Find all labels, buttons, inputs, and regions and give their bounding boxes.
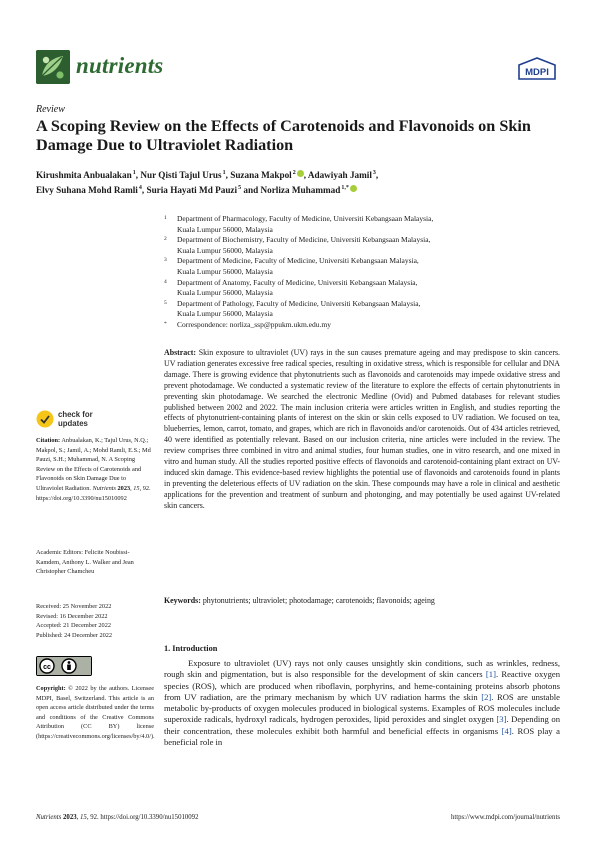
author-affiliation-marker: 5 bbox=[238, 185, 242, 192]
affiliation-number: 2 bbox=[164, 236, 167, 243]
affiliation-item bbox=[164, 320, 564, 331]
affiliation-line: Department of Pathology, Faculty of Medicine, Universiti Kebangsaan Malaysia, bbox=[177, 298, 421, 308]
citation-doi-link[interactable]: , 92. https://doi.org/10.3390/nu15010092 bbox=[36, 484, 151, 502]
affiliation-line: Department of Pharmacology, Faculty of Medicine, Universiti Kebangsaan Malaysia, bbox=[177, 214, 434, 223]
author-affiliation-marker: 1 bbox=[222, 170, 226, 176]
affiliation-line: Kuala Lumpur 56000, Malaysia bbox=[177, 288, 273, 298]
check-updates-label: check for updates bbox=[58, 410, 93, 428]
affiliation-number: 5 bbox=[164, 299, 167, 306]
journal-logo-icon bbox=[36, 50, 70, 84]
affiliation-number: 1 bbox=[164, 215, 167, 221]
author-separator: , bbox=[225, 170, 231, 181]
copyright-notice bbox=[36, 684, 154, 742]
publication-dates bbox=[36, 602, 154, 640]
cc-by-license-icon[interactable] bbox=[36, 656, 92, 676]
mdpi-logo-icon[interactable] bbox=[516, 57, 558, 80]
keywords-label: Keywords: bbox=[164, 596, 201, 605]
author-separator: and bbox=[241, 185, 261, 196]
affiliation-item bbox=[164, 278, 564, 299]
citation-year: 2023 bbox=[117, 484, 131, 492]
affiliations bbox=[164, 214, 564, 331]
author-name[interactable]: Suzana Makpol bbox=[230, 170, 292, 181]
author-affiliation-marker: 1,* bbox=[341, 185, 349, 192]
affiliation-line: Correspondence: norliza_ssp@ppukm.ukm.edu.my bbox=[177, 319, 331, 329]
abstract bbox=[164, 348, 560, 512]
orcid-icon[interactable] bbox=[350, 185, 357, 192]
author-affiliation-marker: 2 bbox=[292, 170, 296, 176]
affiliation-line: Department of Anatomy, Faculty of Medicine, Universiti Kebangsaan Malaysia, bbox=[177, 277, 418, 287]
affiliation-item bbox=[164, 256, 564, 277]
author-affiliation-marker: 1 bbox=[132, 170, 136, 176]
academic-editors: Academic Editors: Felicite Noubissi-Kamdem, Anthony L. Walker and Jean Christopher Chamcheu bbox=[36, 549, 134, 576]
author-name[interactable]: Nur Qisti Tajul Urus bbox=[140, 170, 222, 181]
affiliation-item bbox=[164, 214, 564, 235]
footer-doi-link[interactable]: , 92. https://doi.org/10.3390/nu15010092 bbox=[86, 814, 199, 821]
author-name[interactable]: Kirushmita Anbualakan bbox=[36, 170, 132, 181]
affiliation-number: 4 bbox=[164, 278, 167, 285]
author-separator: , bbox=[141, 185, 147, 196]
affiliation-line: Kuala Lumpur 56000, Malaysia bbox=[177, 224, 273, 234]
check-updates-icon bbox=[36, 410, 54, 428]
footer-citation: Nutrients 2023, 15, 92. https://doi.org/10.3390/nu15010092 bbox=[36, 814, 199, 821]
date-item: Published: 24 December 2022 bbox=[36, 631, 113, 639]
keywords-text: phytonutrients; ultraviolet; photodamage; carotenoids; flavonoids; ageing bbox=[202, 596, 435, 605]
section-heading-introduction: 1. Introduction bbox=[164, 644, 218, 653]
affiliation-number: * bbox=[164, 320, 167, 327]
author-separator: , bbox=[375, 170, 379, 181]
introduction-paragraph: Exposure to ultraviolet (UV) rays not only causes unsightly skin conditions, such as wrinkles, redness, rough skin and pigmentation, but is also responsible for the development of skin cancers [1]. Reactive oxygen species (ROS), which are produced when riboflavin, porphyrins, and heme-containing proteins absorb photons from UV radiation, are the primary mechanism by which UV radiation harms the skin [2]. ROS are unstable metabolic by-products of oxygen molecules produced in biological systems. Examples of ROS molecules include superoxide radicals, hydroxyl radicals, hydrogen peroxides, lipid peroxides and singlet oxygen [3]. Depending on their concentration, these molecules exhibit both harmful and beneficial effects in organisms [4]. ROS play a beneficial role in bbox=[164, 658, 560, 748]
affiliation-line: Department of Biochemistry, Faculty of Medicine, Universiti Kebangsaan Malaysia, bbox=[177, 235, 431, 245]
affiliation-line: Kuala Lumpur 56000, Malaysia bbox=[177, 309, 273, 319]
date-item: Received: 25 November 2022 bbox=[36, 603, 112, 610]
author-affiliation-marker: 3 bbox=[372, 170, 376, 176]
journal-name[interactable]: nutrients bbox=[76, 53, 164, 78]
citation-text: Anbualakan, K.; Tajul Urus, N.Q.; Makpol, S.; Jamil, A.; Mohd Ramli, E.S.; Md Pauzi, S.H.; Muhammad, N. A Scoping Review on the Effects of Carotenoids and Flavonoids on Skin Damage Due to Ultraviolet Radiation. bbox=[36, 437, 151, 492]
date-item: Accepted: 21 December 2022 bbox=[36, 622, 112, 630]
copyright-text: © 2022 by the authors. Licensee MDPI, Basel, Switzerland. This article is an open access article distributed under the terms and conditions of the Creative Commons Attribution (CC BY) license (https://creativecommons.org/licenses/by/4.0/). bbox=[36, 685, 155, 740]
affiliation-number: 3 bbox=[164, 257, 167, 264]
affiliation-item bbox=[164, 235, 564, 256]
reference-link-3[interactable]: [3] bbox=[496, 714, 507, 725]
reference-link-1[interactable]: [1] bbox=[485, 669, 496, 680]
author-separator: , bbox=[135, 170, 141, 181]
date-item: Revised: 16 December 2022 bbox=[36, 612, 108, 620]
author-list bbox=[36, 167, 561, 198]
citation-block: Citation: Anbualakan, K.; Tajul Urus, N.Q.; Makpol, S.; Jamil, A.; Mohd Ramli, E.S.; Md Pauzi, S.H.; Muhammad, N. A Scoping Review on the Effects of Carotenoids and Flavonoids on Skin Damage Due to Ultraviolet Radiation. Nutrients 2023, 15, 92. https://doi.org/10.3390/nu15010092 bbox=[36, 437, 151, 502]
check-for-updates-button[interactable] bbox=[36, 410, 126, 436]
author-affiliation-marker: 4 bbox=[138, 185, 142, 192]
orcid-icon[interactable] bbox=[297, 170, 304, 177]
author-name[interactable]: Adawiyah Jamil bbox=[307, 170, 372, 181]
footer-journal-url[interactable]: https://www.mdpi.com/journal/nutrients bbox=[450, 814, 560, 821]
reference-link-2[interactable]: [2] bbox=[481, 691, 492, 702]
reference-link-4[interactable]: [4] bbox=[501, 725, 512, 736]
author-separator: , bbox=[303, 170, 308, 181]
svg-text:cc: cc bbox=[43, 664, 51, 671]
copyright-label: Copyright: bbox=[36, 685, 66, 692]
author-name[interactable]: Norliza Muhammad bbox=[260, 185, 341, 196]
affiliation-line: Kuala Lumpur 56000, Malaysia bbox=[177, 245, 273, 255]
keywords bbox=[164, 596, 560, 607]
author-name[interactable]: Suria Hayati Md Pauzi bbox=[146, 185, 238, 196]
affiliation-line: Kuala Lumpur 56000, Malaysia bbox=[177, 266, 273, 276]
citation-volume: 15 bbox=[133, 484, 140, 492]
author-name[interactable]: Elvy Suhana Mohd Ramli bbox=[36, 185, 138, 196]
citation-label: Citation: bbox=[36, 437, 61, 444]
affiliation-line: Department of Medicine, Faculty of Medicine, Universiti Kebangsaan Malaysia, bbox=[177, 256, 419, 266]
svg-text:MDPI: MDPI bbox=[525, 67, 549, 78]
article-title: A Scoping Review on the Effects of Carotenoids and Flavonoids on Skin Damage Due to Ultraviolet Radiation bbox=[36, 117, 531, 154]
citation-journal: Nutrients bbox=[92, 484, 116, 492]
abstract-text: Skin exposure to ultraviolet (UV) rays in the sun causes premature ageing and may predispose to skin cancers. UV radiation generates excessive free radical species, resulting in oxidative stress, which is responsible for cellular and DNA damage. There is growing evidence that phytonutrients such as flavonoids and carotenoids may impede oxidative stress and prevent photodamage. We conducted a systematic review of the literature to explore the effects of certain phytonutrients in preventing skin photodamage. We searched the electronic Medline (Ovid) and Pubmed databases for relevant studies published between 2002 and 2022. The main inclusion criteria were articles written in English, and studies reporting the effects of phytonutrient-containing plants of interest on the skin or skin cells exposed to UV radiation. We focused on tea, blueberries, lemon, carrot, tomato, and grapes, which are rich in flavonoids and/or carotenoids. Out of 434 articles retrieved, 40 were identified as potentially relevant. Based on our inclusion criteria, nine articles were included in the review. The review comprises three combined in vitro and animal studies, four human studies, one in vitro research, and one mixed in vitro and human study. All the studies reported positive effects of flavonoids and carotenoid-containing plant extract on UV-induced skin damage. This evidence-based review highlights the potential use of flavonoids and carotenoids found in plants in preventing the deleterious effects of UV radiation on the skin. These compounds may have a role in clinical and aesthetic applications for the prevention and treatment of sunburn and photonging, and may potentially be used against UV-related skin cancers. bbox=[164, 348, 560, 510]
article-type: Review bbox=[36, 104, 65, 115]
affiliation-item bbox=[164, 299, 564, 320]
abstract-label: Abstract: bbox=[164, 348, 196, 357]
